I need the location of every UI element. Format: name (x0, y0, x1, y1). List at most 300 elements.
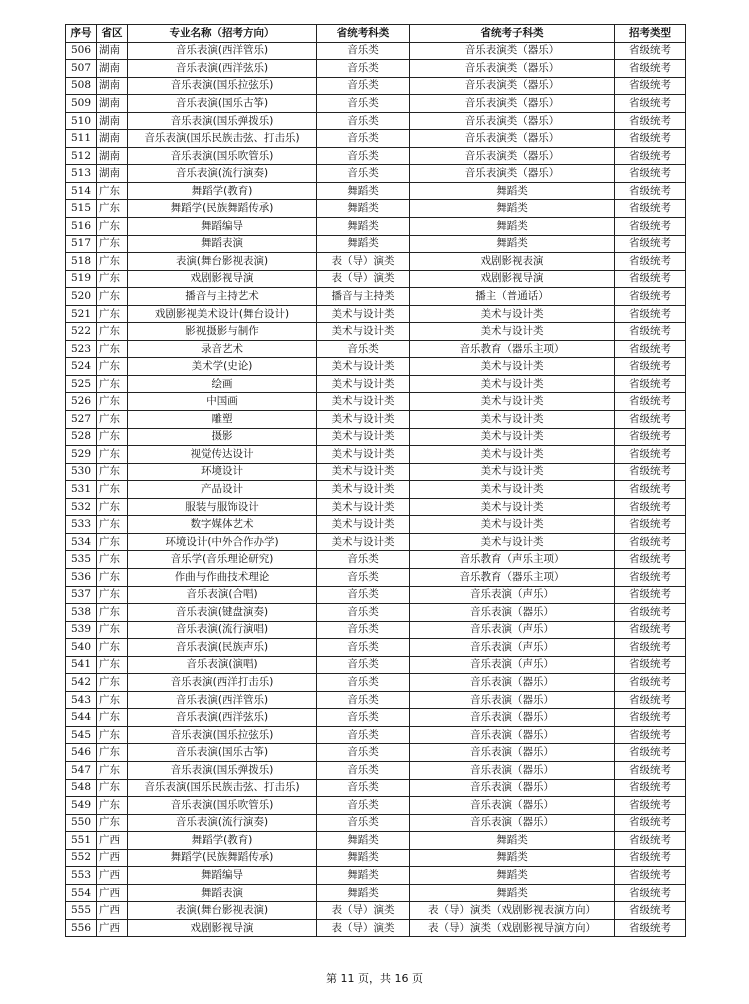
row-province: 广东 (97, 481, 128, 499)
row-index: 547 (66, 761, 97, 779)
table-row (66, 884, 686, 902)
row-province: 广东 (97, 674, 128, 692)
row-province: 广东 (97, 621, 128, 639)
row-admission-type: 省级统考 (615, 621, 686, 639)
row-exam-subcategory: 美术与设计类 (410, 463, 615, 481)
row-major: 音乐表演(国乐拉弦乐) (128, 77, 317, 95)
row-major: 舞蹈编导 (128, 218, 317, 236)
row-index: 555 (66, 902, 97, 920)
row-province: 广东 (97, 814, 128, 832)
row-province: 湖南 (97, 60, 128, 78)
row-index: 506 (66, 42, 97, 60)
row-major: 戏剧影视美术设计(舞台设计) (128, 305, 317, 323)
row-major: 音乐表演(民族声乐) (128, 639, 317, 657)
row-exam-subcategory: 舞蹈类 (410, 218, 615, 236)
row-admission-type: 省级统考 (615, 568, 686, 586)
row-exam-subcategory: 舞蹈类 (410, 849, 615, 867)
row-admission-type: 省级统考 (615, 77, 686, 95)
row-province: 广东 (97, 498, 128, 516)
row-exam-category: 美术与设计类 (317, 533, 410, 551)
row-major: 数字媒体艺术 (128, 516, 317, 534)
row-exam-category: 舞蹈类 (317, 235, 410, 253)
table-row (66, 411, 686, 429)
row-province: 广东 (97, 393, 128, 411)
row-exam-subcategory: 音乐表演类（器乐） (410, 77, 615, 95)
row-major: 服装与服饰设计 (128, 498, 317, 516)
row-admission-type: 省级统考 (615, 165, 686, 183)
row-exam-subcategory: 表（导）演类（戏剧影视表演方向） (410, 902, 615, 920)
row-exam-subcategory: 音乐表演（器乐） (410, 726, 615, 744)
row-exam-subcategory: 音乐表演（器乐） (410, 691, 615, 709)
row-exam-category: 表（导）演类 (317, 270, 410, 288)
row-major: 音乐表演(国乐吹管乐) (128, 797, 317, 815)
row-province: 广东 (97, 656, 128, 674)
row-province: 广东 (97, 200, 128, 218)
row-exam-subcategory: 音乐表演类（器乐） (410, 42, 615, 60)
table-row (66, 147, 686, 165)
row-exam-subcategory: 美术与设计类 (410, 533, 615, 551)
row-major: 音乐学(音乐理论研究) (128, 551, 317, 569)
row-major: 中国画 (128, 393, 317, 411)
row-province: 广西 (97, 919, 128, 937)
row-exam-subcategory: 音乐教育（声乐主项） (410, 551, 615, 569)
row-index: 546 (66, 744, 97, 762)
row-admission-type: 省级统考 (615, 849, 686, 867)
row-exam-category: 美术与设计类 (317, 375, 410, 393)
table-row (66, 393, 686, 411)
row-province: 广东 (97, 218, 128, 236)
row-major: 音乐表演(国乐弹拨乐) (128, 761, 317, 779)
row-exam-subcategory: 音乐表演（器乐） (410, 604, 615, 622)
row-major: 影视摄影与制作 (128, 323, 317, 341)
table-row (66, 112, 686, 130)
row-exam-subcategory: 音乐表演（器乐） (410, 709, 615, 727)
row-index: 511 (66, 130, 97, 148)
row-province: 广东 (97, 305, 128, 323)
row-admission-type: 省级统考 (615, 288, 686, 306)
header-exam-category: 省统考科类 (317, 25, 410, 43)
row-index: 545 (66, 726, 97, 744)
row-major: 音乐表演(西洋弦乐) (128, 709, 317, 727)
row-index: 538 (66, 604, 97, 622)
row-index: 554 (66, 884, 97, 902)
row-index: 548 (66, 779, 97, 797)
row-exam-category: 音乐类 (317, 147, 410, 165)
row-province: 湖南 (97, 77, 128, 95)
row-exam-subcategory: 音乐表演类（器乐） (410, 95, 615, 113)
row-province: 湖南 (97, 42, 128, 60)
row-province: 湖南 (97, 147, 128, 165)
row-exam-category: 舞蹈类 (317, 832, 410, 850)
table-row (66, 533, 686, 551)
row-admission-type: 省级统考 (615, 744, 686, 762)
table-row (66, 919, 686, 937)
row-exam-subcategory: 音乐表演（器乐） (410, 674, 615, 692)
row-province: 广东 (97, 691, 128, 709)
row-index: 532 (66, 498, 97, 516)
table-row (66, 323, 686, 341)
row-major: 戏剧影视导演 (128, 919, 317, 937)
row-exam-category: 美术与设计类 (317, 498, 410, 516)
row-exam-category: 音乐类 (317, 60, 410, 78)
row-exam-category: 播音与主持类 (317, 288, 410, 306)
row-major: 舞蹈学(教育) (128, 832, 317, 850)
row-major: 舞蹈表演 (128, 884, 317, 902)
row-exam-subcategory: 美术与设计类 (410, 498, 615, 516)
row-exam-category: 音乐类 (317, 639, 410, 657)
row-admission-type: 省级统考 (615, 446, 686, 464)
row-admission-type: 省级统考 (615, 411, 686, 429)
row-index: 518 (66, 253, 97, 271)
row-major: 音乐表演(国乐民族击弦、打击乐) (128, 779, 317, 797)
row-province: 广东 (97, 761, 128, 779)
row-exam-subcategory: 美术与设计类 (410, 411, 615, 429)
table-body (66, 42, 686, 937)
row-exam-subcategory: 音乐表演（器乐） (410, 744, 615, 762)
table-row (66, 375, 686, 393)
table-row (66, 463, 686, 481)
row-major: 音乐表演(国乐民族击弦、打击乐) (128, 130, 317, 148)
row-admission-type: 省级统考 (615, 498, 686, 516)
row-index: 535 (66, 551, 97, 569)
row-admission-type: 省级统考 (615, 797, 686, 815)
row-exam-subcategory: 舞蹈类 (410, 200, 615, 218)
row-major: 视觉传达设计 (128, 446, 317, 464)
row-exam-subcategory: 音乐教育（器乐主项） (410, 340, 615, 358)
table-row (66, 814, 686, 832)
row-exam-category: 音乐类 (317, 112, 410, 130)
row-major: 表演(舞台影视表演) (128, 902, 317, 920)
row-admission-type: 省级统考 (615, 42, 686, 60)
row-exam-subcategory: 美术与设计类 (410, 446, 615, 464)
row-exam-subcategory: 播主（普通话） (410, 288, 615, 306)
row-exam-category: 音乐类 (317, 130, 410, 148)
row-province: 广东 (97, 428, 128, 446)
row-index: 513 (66, 165, 97, 183)
row-admission-type: 省级统考 (615, 182, 686, 200)
row-exam-category: 音乐类 (317, 340, 410, 358)
table-row (66, 586, 686, 604)
row-exam-subcategory: 音乐表演（声乐） (410, 621, 615, 639)
row-index: 525 (66, 375, 97, 393)
row-province: 广东 (97, 182, 128, 200)
row-major: 表演(舞台影视表演) (128, 253, 317, 271)
row-major: 舞蹈学(教育) (128, 182, 317, 200)
row-admission-type: 省级统考 (615, 814, 686, 832)
row-major: 音乐表演(流行演奏) (128, 814, 317, 832)
table-row (66, 358, 686, 376)
row-exam-category: 音乐类 (317, 709, 410, 727)
row-exam-category: 美术与设计类 (317, 323, 410, 341)
row-index: 508 (66, 77, 97, 95)
table-row (66, 77, 686, 95)
row-admission-type: 省级统考 (615, 674, 686, 692)
row-index: 529 (66, 446, 97, 464)
row-province: 广西 (97, 849, 128, 867)
row-exam-subcategory: 美术与设计类 (410, 358, 615, 376)
row-exam-category: 表（导）演类 (317, 919, 410, 937)
row-index: 541 (66, 656, 97, 674)
row-exam-category: 美术与设计类 (317, 393, 410, 411)
row-admission-type: 省级统考 (615, 218, 686, 236)
row-admission-type: 省级统考 (615, 323, 686, 341)
table-row (66, 305, 686, 323)
row-province: 广东 (97, 446, 128, 464)
row-major: 音乐表演(国乐弹拨乐) (128, 112, 317, 130)
table-row (66, 288, 686, 306)
row-index: 509 (66, 95, 97, 113)
row-index: 539 (66, 621, 97, 639)
table-row (66, 42, 686, 60)
row-exam-subcategory: 戏剧影视表演 (410, 253, 615, 271)
row-major: 播音与主持艺术 (128, 288, 317, 306)
row-exam-category: 美术与设计类 (317, 411, 410, 429)
row-admission-type: 省级统考 (615, 533, 686, 551)
row-index: 543 (66, 691, 97, 709)
row-province: 广东 (97, 288, 128, 306)
row-major: 音乐表演(演唱) (128, 656, 317, 674)
table-row (66, 130, 686, 148)
row-exam-subcategory: 音乐表演类（器乐） (410, 165, 615, 183)
row-province: 湖南 (97, 95, 128, 113)
row-exam-subcategory: 音乐表演类（器乐） (410, 147, 615, 165)
row-exam-category: 表（导）演类 (317, 902, 410, 920)
row-exam-subcategory: 舞蹈类 (410, 832, 615, 850)
row-index: 553 (66, 867, 97, 885)
row-index: 510 (66, 112, 97, 130)
row-admission-type: 省级统考 (615, 375, 686, 393)
row-province: 广西 (97, 902, 128, 920)
row-exam-subcategory: 音乐教育（器乐主项） (410, 568, 615, 586)
table-row (66, 60, 686, 78)
table-row (66, 849, 686, 867)
row-admission-type: 省级统考 (615, 604, 686, 622)
table-row (66, 498, 686, 516)
row-index: 537 (66, 586, 97, 604)
table-row (66, 902, 686, 920)
row-admission-type: 省级统考 (615, 358, 686, 376)
row-admission-type: 省级统考 (615, 60, 686, 78)
row-exam-category: 舞蹈类 (317, 218, 410, 236)
table-row (66, 218, 686, 236)
row-major: 舞蹈学(民族舞蹈传承) (128, 849, 317, 867)
row-exam-category: 音乐类 (317, 77, 410, 95)
row-exam-category: 音乐类 (317, 691, 410, 709)
table-row (66, 481, 686, 499)
row-province: 广东 (97, 586, 128, 604)
row-admission-type: 省级统考 (615, 130, 686, 148)
table-row (66, 761, 686, 779)
row-exam-subcategory: 音乐表演（器乐） (410, 814, 615, 832)
row-admission-type: 省级统考 (615, 867, 686, 885)
row-exam-category: 音乐类 (317, 621, 410, 639)
row-province: 广东 (97, 744, 128, 762)
row-index: 544 (66, 709, 97, 727)
row-province: 广东 (97, 639, 128, 657)
row-index: 507 (66, 60, 97, 78)
table-row (66, 709, 686, 727)
table-row (66, 235, 686, 253)
row-admission-type: 省级统考 (615, 253, 686, 271)
row-exam-subcategory: 音乐表演（声乐） (410, 586, 615, 604)
row-exam-category: 音乐类 (317, 604, 410, 622)
row-exam-category: 美术与设计类 (317, 516, 410, 534)
row-index: 550 (66, 814, 97, 832)
row-major: 录音艺术 (128, 340, 317, 358)
row-index: 512 (66, 147, 97, 165)
row-exam-category: 音乐类 (317, 551, 410, 569)
table-row (66, 568, 686, 586)
row-province: 广东 (97, 779, 128, 797)
row-admission-type: 省级统考 (615, 463, 686, 481)
row-admission-type: 省级统考 (615, 761, 686, 779)
row-exam-category: 音乐类 (317, 586, 410, 604)
row-exam-subcategory: 表（导）演类（戏剧影视导演方向） (410, 919, 615, 937)
row-province: 广东 (97, 411, 128, 429)
row-exam-category: 舞蹈类 (317, 200, 410, 218)
row-major: 音乐表演(国乐吹管乐) (128, 147, 317, 165)
row-index: 527 (66, 411, 97, 429)
row-province: 广东 (97, 568, 128, 586)
row-major: 舞蹈表演 (128, 235, 317, 253)
table-row (66, 270, 686, 288)
row-index: 530 (66, 463, 97, 481)
row-major: 雕塑 (128, 411, 317, 429)
row-exam-subcategory: 音乐表演（器乐） (410, 797, 615, 815)
row-province: 广东 (97, 323, 128, 341)
row-index: 523 (66, 340, 97, 358)
row-major: 音乐表演(西洋管乐) (128, 42, 317, 60)
row-major: 美术学(史论) (128, 358, 317, 376)
row-admission-type: 省级统考 (615, 779, 686, 797)
table-row (66, 656, 686, 674)
header-major: 专业名称（招考方向） (128, 25, 317, 43)
row-major: 音乐表演(键盘演奏) (128, 604, 317, 622)
row-exam-subcategory: 舞蹈类 (410, 884, 615, 902)
row-province: 广东 (97, 463, 128, 481)
table-row (66, 832, 686, 850)
header-province: 省区 (97, 25, 128, 43)
table-row (66, 182, 686, 200)
row-exam-subcategory: 美术与设计类 (410, 428, 615, 446)
row-admission-type: 省级统考 (615, 726, 686, 744)
table-row (66, 604, 686, 622)
row-province: 广东 (97, 726, 128, 744)
table-row (66, 726, 686, 744)
row-province: 广西 (97, 867, 128, 885)
table-row (66, 744, 686, 762)
row-exam-category: 音乐类 (317, 761, 410, 779)
table-row (66, 674, 686, 692)
admission-table (65, 24, 686, 937)
row-admission-type: 省级统考 (615, 832, 686, 850)
row-exam-category: 表（导）演类 (317, 253, 410, 271)
row-province: 广西 (97, 884, 128, 902)
row-exam-category: 音乐类 (317, 814, 410, 832)
row-exam-subcategory: 舞蹈类 (410, 182, 615, 200)
row-index: 534 (66, 533, 97, 551)
row-index: 517 (66, 235, 97, 253)
row-exam-subcategory: 音乐表演（器乐） (410, 761, 615, 779)
row-major: 产品设计 (128, 481, 317, 499)
row-admission-type: 省级统考 (615, 340, 686, 358)
row-index: 516 (66, 218, 97, 236)
row-index: 542 (66, 674, 97, 692)
row-major: 摄影 (128, 428, 317, 446)
row-index: 528 (66, 428, 97, 446)
table-row (66, 340, 686, 358)
row-admission-type: 省级统考 (615, 393, 686, 411)
row-exam-subcategory: 美术与设计类 (410, 375, 615, 393)
row-exam-subcategory: 音乐表演类（器乐） (410, 60, 615, 78)
table-row (66, 797, 686, 815)
row-exam-category: 美术与设计类 (317, 428, 410, 446)
row-province: 广东 (97, 604, 128, 622)
row-admission-type: 省级统考 (615, 200, 686, 218)
row-index: 519 (66, 270, 97, 288)
row-exam-category: 音乐类 (317, 674, 410, 692)
row-exam-subcategory: 美术与设计类 (410, 516, 615, 534)
row-index: 540 (66, 639, 97, 657)
row-exam-category: 美术与设计类 (317, 481, 410, 499)
row-admission-type: 省级统考 (615, 691, 686, 709)
row-admission-type: 省级统考 (615, 95, 686, 113)
row-admission-type: 省级统考 (615, 481, 686, 499)
table-row (66, 516, 686, 534)
row-exam-category: 美术与设计类 (317, 446, 410, 464)
row-index: 522 (66, 323, 97, 341)
table-row (66, 691, 686, 709)
row-province: 广西 (97, 832, 128, 850)
row-province: 广东 (97, 551, 128, 569)
row-exam-subcategory: 美术与设计类 (410, 481, 615, 499)
row-exam-category: 舞蹈类 (317, 182, 410, 200)
row-major: 音乐表演(国乐拉弦乐) (128, 726, 317, 744)
row-exam-category: 美术与设计类 (317, 463, 410, 481)
table-row (66, 639, 686, 657)
row-exam-subcategory: 音乐表演（器乐） (410, 779, 615, 797)
row-major: 音乐表演(国乐古筝) (128, 744, 317, 762)
table-row (66, 867, 686, 885)
row-admission-type: 省级统考 (615, 902, 686, 920)
row-exam-category: 音乐类 (317, 744, 410, 762)
row-province: 广东 (97, 533, 128, 551)
row-index: 514 (66, 182, 97, 200)
row-admission-type: 省级统考 (615, 551, 686, 569)
row-province: 广东 (97, 516, 128, 534)
row-major: 作曲与作曲技术理论 (128, 568, 317, 586)
row-exam-category: 音乐类 (317, 95, 410, 113)
header-admission-type: 招考类型 (615, 25, 686, 43)
row-exam-subcategory: 舞蹈类 (410, 235, 615, 253)
row-province: 广东 (97, 235, 128, 253)
page-footer: 第 11 页，共 16 页 (326, 972, 423, 985)
row-admission-type: 省级统考 (615, 884, 686, 902)
row-major: 音乐表演(国乐古筝) (128, 95, 317, 113)
row-province: 广东 (97, 270, 128, 288)
row-admission-type: 省级统考 (615, 147, 686, 165)
row-province: 广东 (97, 340, 128, 358)
row-index: 556 (66, 919, 97, 937)
header-index: 序号 (66, 25, 97, 43)
row-major: 音乐表演(西洋管乐) (128, 691, 317, 709)
row-major: 环境设计 (128, 463, 317, 481)
row-admission-type: 省级统考 (615, 919, 686, 937)
table-row (66, 621, 686, 639)
header-exam-subcategory: 省统考子科类 (410, 25, 615, 43)
row-admission-type: 省级统考 (615, 586, 686, 604)
row-province: 湖南 (97, 165, 128, 183)
